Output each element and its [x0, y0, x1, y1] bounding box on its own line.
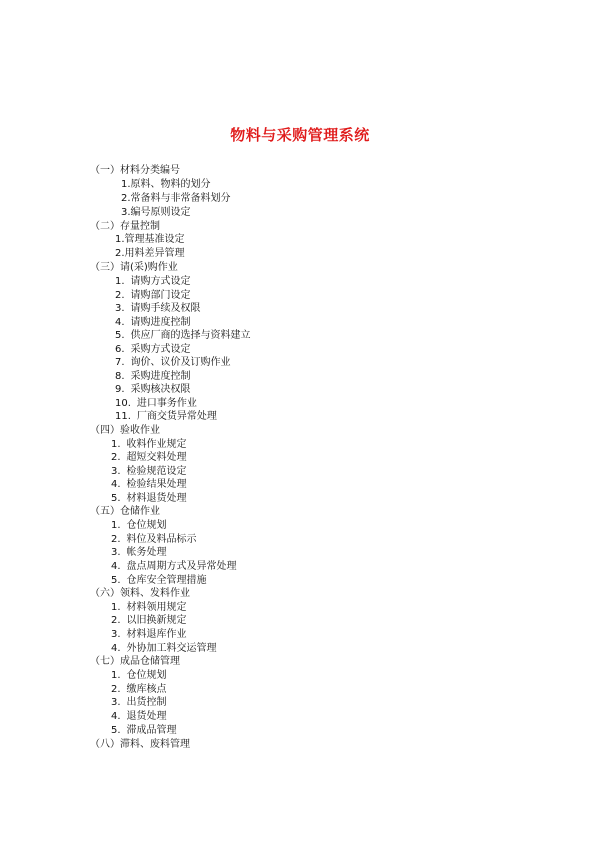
section-heading: （五）仓储作业: [90, 506, 160, 517]
list-item: 4. 请购进度控制: [115, 317, 191, 328]
list-item: 6. 采购方式设定: [115, 344, 191, 355]
list-item: 1. 收料作业规定: [111, 439, 187, 450]
list-item: 4. 外协加工料交运管理: [111, 643, 217, 654]
list-item: 5. 供应厂商的选择与资料建立: [115, 330, 251, 341]
list-item: 3. 出货控制: [111, 697, 167, 708]
list-item: 1.原料、物料的划分: [121, 179, 211, 190]
list-item: 7. 询价、议价及订购作业: [115, 357, 231, 368]
list-item: 2. 料位及料品标示: [111, 534, 197, 545]
list-item: 2. 缴库核点: [111, 684, 167, 695]
list-item: 2. 以旧换新规定: [111, 615, 187, 626]
section-heading: （八）滞料、废料管理: [90, 739, 190, 750]
section-heading: （四）验收作业: [90, 425, 160, 436]
list-item: 11. 厂商交货异常处理: [115, 411, 217, 422]
section-heading: （一）材料分类编号: [90, 165, 180, 176]
list-item: 5. 仓库安全管理措施: [111, 575, 207, 586]
list-item: 4. 退货处理: [111, 711, 167, 722]
list-item: 2. 超短交料处理: [111, 452, 187, 463]
list-item: 2.常备料与非常备料划分: [121, 193, 231, 204]
section-heading: （七）成品仓储管理: [90, 656, 180, 667]
list-item: 1. 仓位规划: [111, 520, 167, 531]
list-item: 1.管理基准设定: [115, 234, 185, 245]
document-title: 物料与采购管理系统: [230, 126, 370, 144]
list-item: 3. 材料退库作业: [111, 629, 187, 640]
list-item: 1. 请购方式设定: [115, 276, 191, 287]
list-item: 10. 进口事务作业: [115, 398, 197, 409]
list-item: 1. 仓位规划: [111, 670, 167, 681]
list-item: 2. 请购部门设定: [115, 290, 191, 301]
section-heading: （六）领料、发料作业: [90, 588, 190, 599]
list-item: 5. 材料退货处理: [111, 493, 187, 504]
list-item: 1. 材料领用规定: [111, 602, 187, 613]
list-item: 8. 采购进度控制: [115, 371, 191, 382]
list-item: 3. 请购手续及权限: [115, 303, 201, 314]
list-item: 2.用料差异管理: [115, 248, 185, 259]
list-item: 4. 检验结果处理: [111, 479, 187, 490]
list-item: 3. 检验规范设定: [111, 466, 187, 477]
list-item: 5. 滞成品管理: [111, 725, 177, 736]
list-item: 3. 帐务处理: [111, 547, 167, 558]
list-item: 3.编号原则设定: [121, 207, 191, 218]
list-item: 9. 采购核决权限: [115, 384, 191, 395]
list-item: 4. 盘点周期方式及异常处理: [111, 561, 237, 572]
section-heading: （三）请(采)购作业: [90, 262, 178, 273]
section-heading: （二）存量控制: [90, 221, 160, 232]
